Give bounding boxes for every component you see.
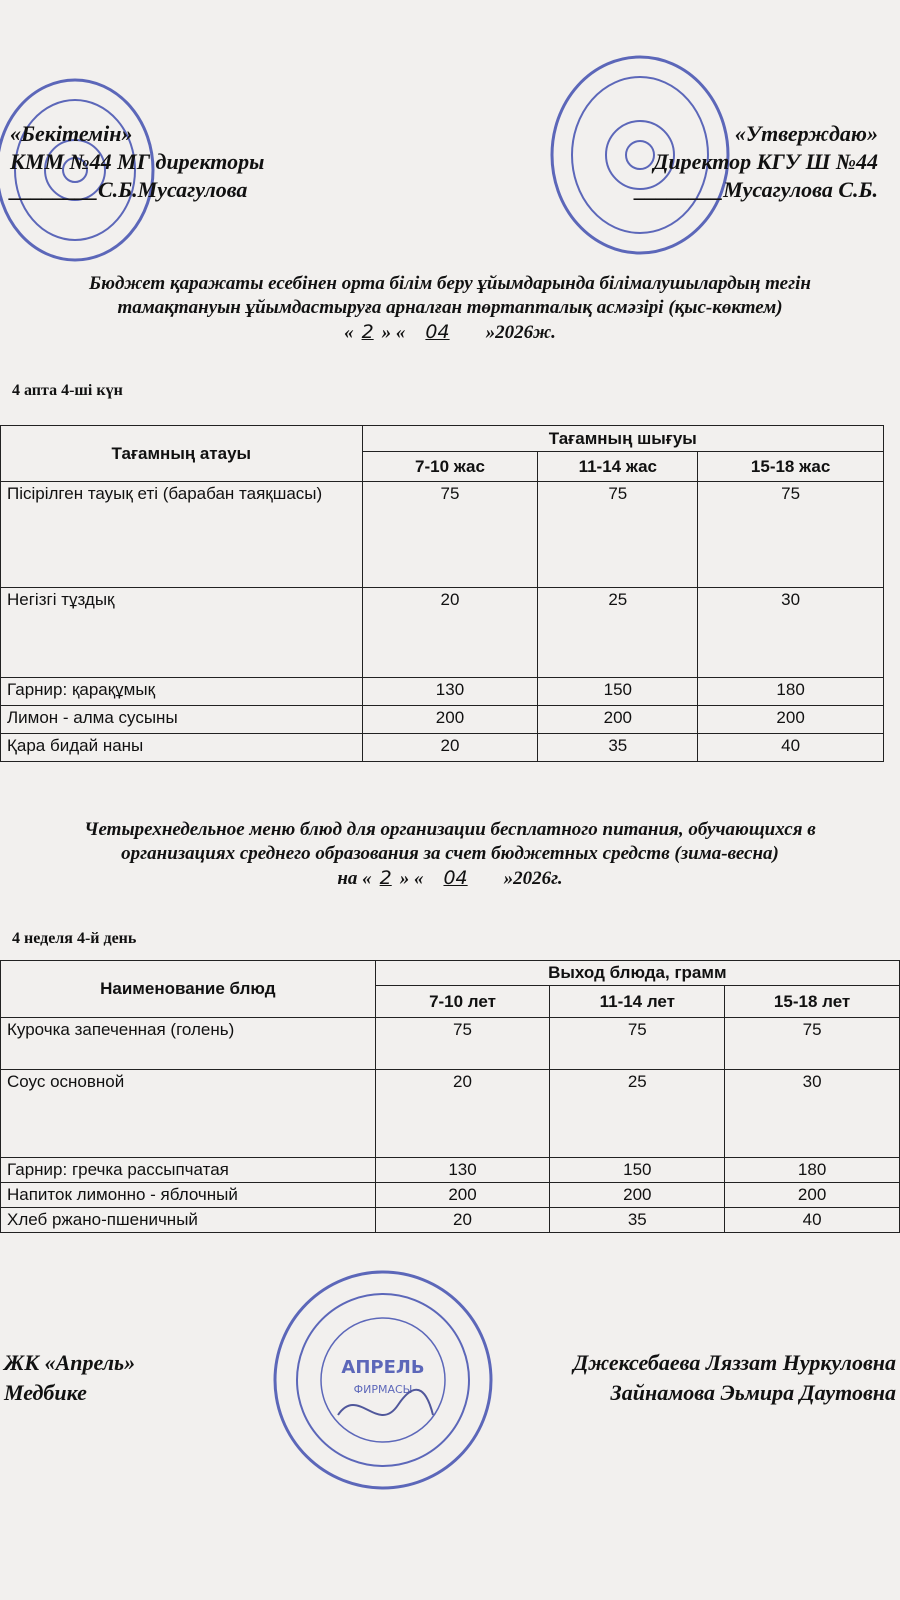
table-row xyxy=(1,588,884,678)
age-group-header: 7-10 жас xyxy=(362,452,538,482)
portion-value: 20 xyxy=(375,1208,550,1233)
table-row xyxy=(1,706,884,734)
table-row xyxy=(1,1208,900,1233)
nurse-label: Медбике xyxy=(4,1380,87,1405)
dish-name: Пісірілген тауық еті (барабан таяқшасы) xyxy=(1,482,363,588)
director-name-ru: ________Мусагулова С.Б. xyxy=(635,177,878,202)
dish-name: Қара бидай наны xyxy=(1,734,363,762)
approve-label-kz: «Бекітемін» xyxy=(10,121,133,146)
footer-right xyxy=(573,1348,896,1408)
svg-text:ФИРМАСЫ: ФИРМАСЫ xyxy=(353,1383,413,1396)
portion-value: 30 xyxy=(725,1070,900,1158)
menu-title-ru-line1: Четырехнедельное меню блюд для организации бесплатного питания, обучающихся в xyxy=(84,819,816,840)
table-row xyxy=(1,1018,900,1070)
week-day-ru: 4 неделя 4-й день xyxy=(12,930,137,947)
col-header-output-ru: Выход блюда, грамм xyxy=(375,961,899,986)
dish-name: Гарнир: қарақұмық xyxy=(1,678,363,706)
portion-value: 20 xyxy=(362,588,538,678)
menu-title-ru-line2: организациях среднего образования за счет бюджетных средств (зима-весна) xyxy=(121,843,779,864)
approve-label-ru: «Утверждаю» xyxy=(734,121,878,146)
director-name-kz: ________С.Б.Мусагулова xyxy=(10,177,248,202)
portion-value: 180 xyxy=(725,1158,900,1183)
dish-name: Лимон - алма сусыны xyxy=(1,706,363,734)
director-position-ru: Директор КГУ Ш №44 xyxy=(653,149,878,174)
age-group-header: 11-14 лет xyxy=(550,986,725,1018)
portion-value: 75 xyxy=(375,1018,550,1070)
portion-value: 20 xyxy=(375,1070,550,1158)
portion-value: 75 xyxy=(550,1018,725,1070)
portion-value: 40 xyxy=(725,1208,900,1233)
portion-value: 200 xyxy=(550,1183,725,1208)
table-row xyxy=(1,482,884,588)
portion-value: 75 xyxy=(725,1018,900,1070)
date-month-kz: 04 xyxy=(425,321,450,343)
director-position-kz: КММ №44 МГ директоры xyxy=(10,149,265,174)
signatory-name-2: Зайнамова Эьмира Даутовна xyxy=(610,1380,896,1405)
menu-table-kz xyxy=(0,425,884,762)
portion-value: 150 xyxy=(538,678,698,706)
portion-value: 75 xyxy=(362,482,538,588)
dish-name: Курочка запеченная (голень) xyxy=(1,1018,376,1070)
bottom-firm-stamp xyxy=(268,1265,498,1495)
dish-name: Напиток лимонно - яблочный xyxy=(1,1183,376,1208)
menu-title-kz xyxy=(0,272,900,345)
col-header-name-kz: Тағамның атауы xyxy=(1,426,363,482)
portion-value: 30 xyxy=(698,588,884,678)
portion-value: 200 xyxy=(698,706,884,734)
portion-value: 35 xyxy=(550,1208,725,1233)
week-day-kz: 4 апта 4-ші күн xyxy=(12,382,123,399)
dish-name: Гарнир: гречка рассыпчатая xyxy=(1,1158,376,1183)
menu-date-kz: « 2 » « 04 »2026ж. xyxy=(344,321,556,343)
col-header-output-kz: Тағамның шығуы xyxy=(362,426,883,452)
portion-value: 20 xyxy=(362,734,538,762)
dish-name: Негізгі тұздық xyxy=(1,588,363,678)
signatory-name-1: Джексебаева Ляззат Нуркуловна xyxy=(573,1350,896,1375)
age-group-header: 11-14 жас xyxy=(538,452,698,482)
approval-right xyxy=(635,120,878,204)
portion-value: 150 xyxy=(550,1158,725,1183)
date-day-ru: 2 xyxy=(379,867,392,889)
portion-value: 200 xyxy=(538,706,698,734)
table-row xyxy=(1,734,884,762)
table-row xyxy=(1,1158,900,1183)
company-name: ЖК «Апрель» xyxy=(4,1350,136,1375)
menu-date-ru: на « 2 » « 04 »2026г. xyxy=(337,867,563,889)
portion-value: 200 xyxy=(725,1183,900,1208)
svg-text:АПРЕЛЬ: АПРЕЛЬ xyxy=(341,1357,425,1378)
table-row xyxy=(1,1070,900,1158)
dish-name: Хлеб ржано-пшеничный xyxy=(1,1208,376,1233)
portion-value: 200 xyxy=(375,1183,550,1208)
menu-title-kz-line2: тамақтануын ұйымдастыруға арналған төртапталық асмәзірі (қыс-көктем) xyxy=(117,297,783,318)
portion-value: 25 xyxy=(538,588,698,678)
date-day-kz: 2 xyxy=(361,321,374,343)
age-group-header: 15-18 лет xyxy=(725,986,900,1018)
age-group-header: 15-18 жас xyxy=(698,452,884,482)
approval-left xyxy=(10,120,264,204)
footer-left xyxy=(4,1348,135,1408)
table-row xyxy=(1,1183,900,1208)
menu-title-ru xyxy=(0,818,900,891)
portion-value: 200 xyxy=(362,706,538,734)
portion-value: 180 xyxy=(698,678,884,706)
portion-value: 130 xyxy=(375,1158,550,1183)
menu-title-kz-line1: Бюджет қаражаты есебінен орта білім беру ұйымдарында білімалушылардың тегін xyxy=(89,273,811,294)
table-row xyxy=(1,678,884,706)
age-group-header: 7-10 лет xyxy=(375,986,550,1018)
menu-table-ru xyxy=(0,960,900,1233)
portion-value: 75 xyxy=(538,482,698,588)
portion-value: 75 xyxy=(698,482,884,588)
dish-name: Соус основной xyxy=(1,1070,376,1158)
portion-value: 130 xyxy=(362,678,538,706)
portion-value: 40 xyxy=(698,734,884,762)
date-month-ru: 04 xyxy=(443,867,468,889)
portion-value: 25 xyxy=(550,1070,725,1158)
portion-value: 35 xyxy=(538,734,698,762)
col-header-name-ru: Наименование блюд xyxy=(1,961,376,1018)
